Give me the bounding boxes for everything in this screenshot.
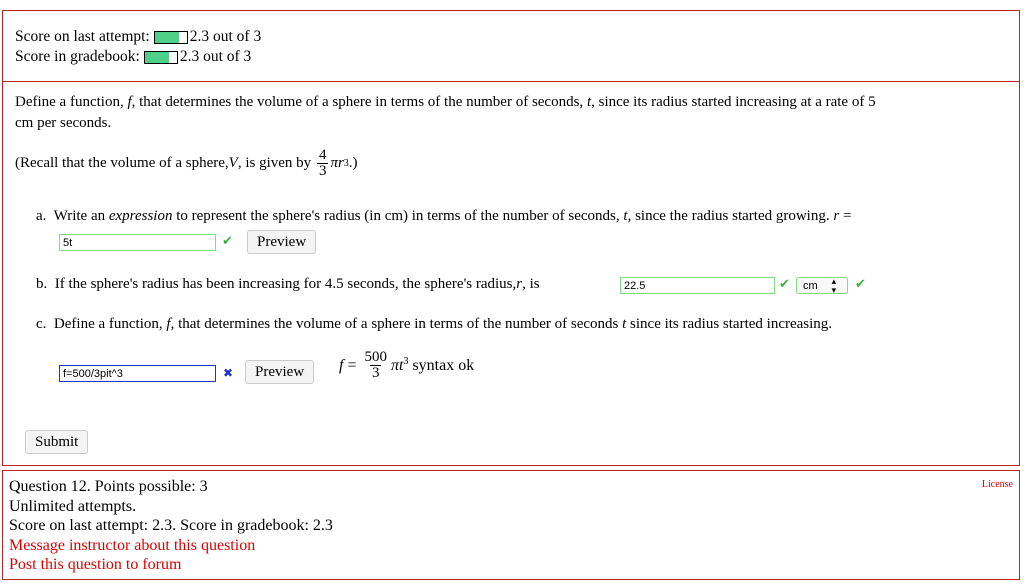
part-c-text: , that determines the volume of a sphere in terms of the number of seconds — [170, 316, 623, 332]
part-c-preview-button[interactable]: Preview — [245, 360, 314, 384]
part-a-prompt — [36, 208, 851, 225]
part-a-expression-word: expression — [108, 208, 173, 224]
preview-fraction — [362, 350, 389, 381]
part-b-correct-check-icon: ✔ — [779, 277, 790, 292]
info-points: Question 12. Points possible: 3 — [9, 478, 208, 495]
preview-denominator: 3 — [371, 365, 380, 381]
part-b-var-r: r — [516, 276, 523, 292]
part-a-preview-button[interactable]: Preview — [247, 230, 316, 254]
recall-text: , is given by — [237, 155, 315, 171]
recall-formula — [15, 148, 358, 179]
part-a-var-t: t — [623, 208, 628, 224]
question-info — [9, 477, 333, 575]
score-gradebook-value: 2.3 out of 3 — [179, 48, 252, 65]
message-instructor-link[interactable]: Message instructor about this question — [9, 536, 256, 554]
preview-exponent: 3 — [403, 356, 409, 367]
part-b-text: If the sphere's radius has been increasing for 4.5 seconds, the sphere's radius, — [54, 276, 517, 292]
preview-equals: = — [343, 356, 361, 374]
recall-pi-r: πr — [330, 155, 344, 171]
part-c-preview-output — [339, 350, 474, 381]
part-a-correct-check-icon: ✔ — [222, 234, 233, 249]
question-intro — [15, 94, 876, 111]
part-a-text: to represent the sphere's radius (in cm) in terms of the number of seconds, — [172, 208, 624, 224]
part-c-var-f: f — [166, 316, 171, 332]
part-b-text: , is — [522, 276, 540, 292]
intro-text: Define a function, — [15, 94, 128, 110]
recall-text: (Recall that the volume of a sphere, — [15, 155, 229, 171]
question-panel — [2, 82, 1020, 466]
info-attempts: Unlimited attempts. — [9, 497, 137, 515]
recall-denominator: 3 — [318, 163, 327, 179]
part-b-unit-select[interactable] — [796, 277, 848, 294]
score-gradebook-progress-bar — [144, 51, 178, 64]
score-last-progress-fill — [155, 32, 180, 43]
preview-var-f: f — [339, 356, 344, 374]
recall-fraction — [317, 148, 329, 179]
post-to-forum-link[interactable]: Post this question to forum — [9, 556, 182, 573]
part-c-incorrect-x-icon: ✖ — [223, 366, 234, 380]
recall-numerator: 4 — [318, 147, 327, 163]
part-a-label: a. — [36, 208, 47, 224]
intro-var-f: f — [127, 94, 132, 110]
part-c-text: since its radius started increasing. — [626, 316, 833, 332]
part-c-var-t: t — [622, 316, 627, 332]
score-last-attempt — [15, 28, 261, 46]
score-gradebook-progress-fill — [145, 52, 170, 63]
score-last-label: Score on last attempt: — [15, 28, 150, 45]
question-intro-line2: cm per seconds. — [15, 115, 112, 131]
part-a-answer-input[interactable] — [59, 234, 216, 251]
part-c-answer-input[interactable] — [59, 365, 216, 382]
preview-numerator: 500 — [364, 349, 387, 365]
intro-var-t: t — [586, 94, 592, 110]
recall-exponent: 3 — [343, 158, 349, 169]
part-b-label: b. — [36, 276, 48, 292]
question-info-panel — [2, 470, 1020, 580]
part-b-unit-value: cm — [803, 279, 818, 292]
part-c-text: Define a function, — [53, 316, 167, 332]
score-summary — [2, 10, 1020, 82]
license-link[interactable]: License — [981, 479, 1013, 490]
part-c-prompt — [36, 316, 832, 333]
intro-text: , since its radius started increasing at a rate of 5 — [591, 94, 876, 110]
recall-text: .) — [348, 155, 358, 171]
intro-text: , that determines the volume of a sphere in terms of the number of seconds, — [131, 94, 587, 110]
part-b-unit-check-icon: ✔ — [855, 277, 866, 292]
part-c-label: c. — [36, 316, 47, 332]
info-scores: Score on last attempt: 2.3. Score in gradebook: 2.3 — [9, 517, 333, 534]
preview-pi-t: πt — [390, 356, 404, 374]
recall-var-v: V — [228, 155, 238, 171]
select-arrows-icon: ▴ ▾ — [831, 275, 837, 295]
part-b-prompt — [36, 276, 540, 293]
part-a-var-r: r — [833, 208, 840, 224]
part-a-text: , since the radius started growing. — [627, 208, 834, 224]
part-a-text: Write an — [53, 208, 109, 224]
score-gradebook-label: Score in gradebook: — [15, 48, 140, 65]
part-b-answer-input[interactable] — [620, 277, 775, 294]
score-gradebook — [15, 48, 251, 66]
score-last-progress-bar — [154, 31, 188, 44]
submit-button[interactable]: Submit — [25, 430, 88, 454]
part-a-equals: = — [839, 208, 852, 224]
score-last-value: 2.3 out of 3 — [189, 28, 262, 45]
preview-syntax-status: syntax ok — [408, 356, 475, 374]
